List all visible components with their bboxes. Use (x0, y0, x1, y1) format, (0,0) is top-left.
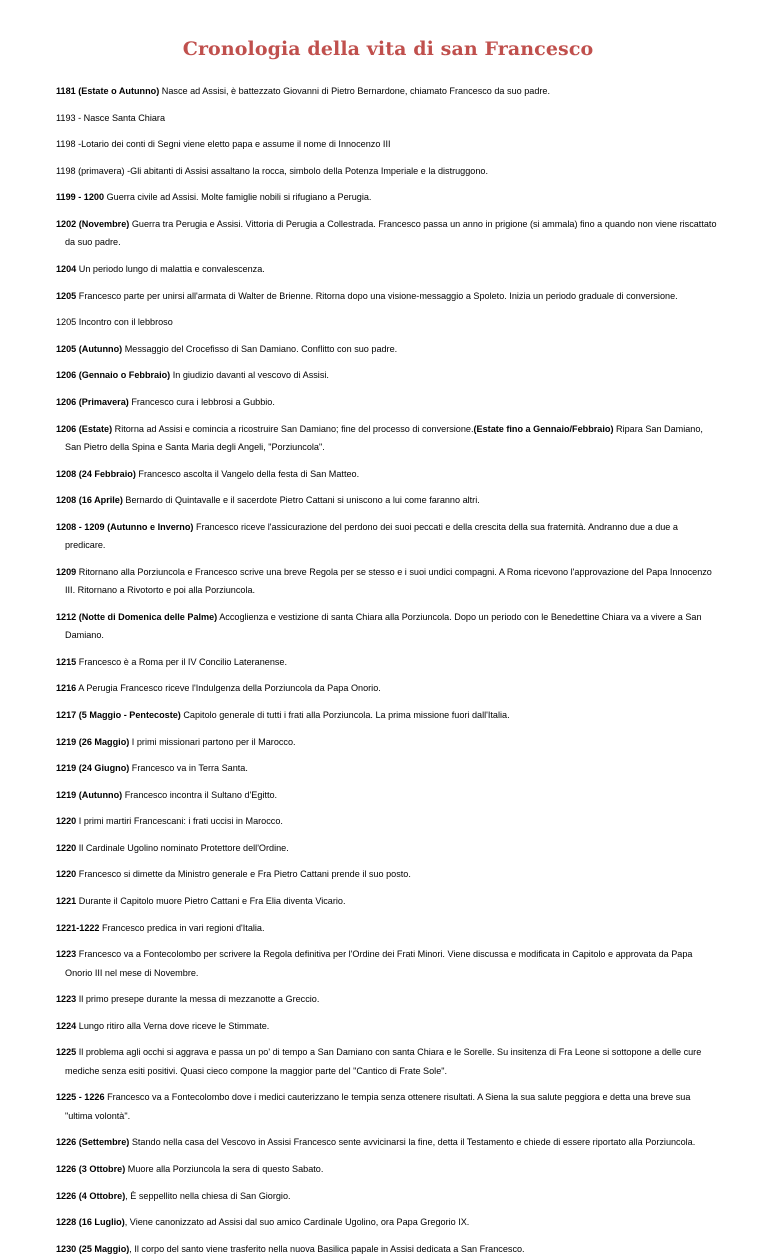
entry-text: 1198 (primavera) -Gli abitanti di Assisi assaltano la rocca, simbolo della Potenza Imperiale e la distruggono. (56, 165, 489, 176)
chronology-entry (56, 366, 720, 384)
chronology-entry (56, 1088, 720, 1125)
chronology-entry (56, 679, 720, 697)
entry-date: 1223 (56, 949, 77, 960)
entry-date: 1205 (56, 290, 77, 301)
entry-text: , Viene canonizzato ad Assisi dal suo amico Cardinale Ugolino, ora Papa Gregorio IX. (124, 1217, 470, 1228)
chronology-entry (56, 1043, 720, 1080)
entry-text: Francesco è a Roma per il IV Concilio Lateranense. (76, 656, 288, 667)
chronology-entry (56, 865, 720, 883)
entry-text: Muore alla Porziuncola la sera di questo Sabato. (125, 1164, 324, 1175)
entry-text: Francesco riceve l'assicurazione del perdono dei suoi peccati e della crescita della sua fraternità. Andranno due a due a predicare. (65, 521, 678, 551)
entry-text: Nasce ad Assisi, è battezzato Giovanni di Pietro Bernardone, chiamato Francesco da suo padre. (159, 86, 550, 96)
entry-text: 1198 -Lotario dei conti di Segni viene eletto papa e assume il nome di Innocenzo III (56, 139, 391, 150)
entry-text: Guerra tra Perugia e Assisi. Vittoria di Perugia a Collestrada. Francesco passa un anno in prigione (si ammala) fino a quando non viene riscattato da suo padre. (65, 218, 717, 248)
entry-date: 1204 (56, 263, 77, 274)
entry-text: Bernardo di Quintavalle e il sacerdote Pietro Cattani si uniscono a lui come faranno altri. (122, 495, 480, 506)
entry-date: 1206 (Estate) (56, 423, 113, 434)
entry-date: 1217 (5 Maggio - Pentecoste) (56, 709, 181, 720)
entry-date: (Estate fino a Gennaio/Febbraio) (473, 423, 614, 434)
entry-date: 1221 (56, 896, 77, 907)
entry-date: 1216 (56, 683, 77, 694)
chronology-entry (56, 812, 720, 830)
chronology-entry (56, 786, 720, 804)
chronology-entry (56, 491, 720, 509)
entry-text: A Perugia Francesco riceve l'Indulgenza della Porziuncola da Papa Onorio. (76, 683, 381, 694)
chronology-entry (56, 109, 720, 127)
entry-date: 1181 (Estate o Autunno) (56, 86, 160, 96)
entry-text: Il problema agli occhi si aggrava e passa un po' di tempo a San Damiano con santa Chiara e le Sorelle. Su insitenza di Fra Leone si sottopone a delle cure mediche senza esiti positivi. Quasi cieco compone la maggior parte del "Cantico di Frate Sole". (65, 1047, 702, 1076)
entry-text: Francesco ascolta il Vangelo della festa di San Matteo. (135, 468, 360, 479)
chronology-entry (56, 945, 720, 982)
entry-date: 1219 (Autunno) (56, 789, 123, 800)
entry-date: 1209 (56, 566, 77, 577)
chronology-list (56, 82, 720, 1258)
chronology-entry (56, 135, 720, 153)
entry-text: Francesco incontra il Sultano d'Egitto. (122, 789, 278, 800)
chronology-entry (56, 733, 720, 751)
chronology-entry (56, 82, 720, 100)
chronology-entry (56, 706, 720, 724)
entry-date: 1206 (Gennaio o Febbraio) (56, 370, 171, 381)
entry-text: In giudizio davanti al vescovo di Assisi. (170, 370, 329, 381)
entry-text: Francesco va a Fontecolombo per scrivere la Regola definitiva per l'Ordine dei Frati Minori. Viene discussa e modificata in Capitolo e approvata da Papa Onorio III nel mese di Novembre. (65, 949, 693, 978)
entry-text: 1205 Incontro con il lebbroso (56, 317, 173, 328)
chronology-entry (56, 287, 720, 305)
entry-date: 1212 (Notte di Domenica delle Palme) (56, 611, 218, 622)
chronology-entry (56, 188, 720, 206)
entry-date: 1206 (Primavera) (56, 396, 129, 407)
entry-text: Ritorna ad Assisi e comincia a ricostruire San Damiano; fine del processo di conversione. (112, 423, 474, 434)
chronology-entry (56, 260, 720, 278)
entry-date: 1220 (56, 842, 77, 853)
entry-text: Francesco si dimette da Ministro generale e Fra Pietro Cattani prende il suo posto. (76, 869, 411, 880)
entry-date: 1220 (56, 816, 77, 827)
entry-date: 1225 (56, 1047, 77, 1058)
entry-text: Lungo ritiro alla Verna dove riceve le Stimmate. (76, 1020, 270, 1031)
entry-text: Ritornano alla Porziuncola e Francesco scrive una breve Regola per se stesso e i suoi undici compagni. A Roma ricevono l'approvazione del Papa Innocenzo III. Ritornano a Rivotorto e poi alla Porziuncola. (65, 566, 712, 596)
chronology-entry (56, 420, 720, 457)
entry-text: , Il corpo del santo viene trasferito nella nuova Basilica papale in Assisi dedicata a San Francesco. (129, 1243, 525, 1254)
entry-text: Francesco va in Terra Santa. (129, 763, 248, 774)
entry-text: Il primo presepe durante la messa di mezzanotte a Greccio. (76, 994, 320, 1005)
document-title: Cronologia della vita di san Francesco (182, 38, 594, 60)
chronology-entry (56, 608, 720, 645)
chronology-entry (56, 1187, 720, 1205)
entry-text: Guerra civile ad Assisi. Molte famiglie nobili si rifugiano a Perugia. (104, 192, 372, 203)
entry-text: Ripara San Damiano, San Pietro della Spina e Santa Maria degli Angeli, "Porziuncola". (65, 423, 703, 452)
chronology-entry (56, 518, 720, 555)
entry-date: 1219 (26 Maggio) (56, 736, 130, 747)
entry-text: Stando nella casa del Vescovo in Assisi Francesco sente avvicinarsi la fine, detta il Testamento e chiede di essere riportato alla Porziuncola. (129, 1137, 696, 1148)
entry-date: 1219 (24 Giugno) (56, 763, 130, 774)
chronology-entry (56, 1160, 720, 1178)
entry-text: , È seppellito nella chiesa di San Giorgio. (125, 1190, 291, 1201)
entry-date: 1223 (56, 994, 77, 1005)
entry-date: 1228 (16 Luglio) (56, 1217, 125, 1228)
chronology-entry (56, 759, 720, 777)
entry-date: 1208 (16 Aprile) (56, 495, 123, 506)
chronology-entry (56, 919, 720, 937)
chronology-entry (56, 1133, 720, 1151)
entry-text: Capitolo generale di tutti i frati alla Porziuncola. La prima missione fuori dall'Italia. (180, 709, 510, 720)
entry-date: 1226 (Settembre) (56, 1137, 130, 1148)
entry-date: 1226 (3 Ottobre) (56, 1164, 126, 1175)
entry-date: 1208 (24 Febbraio) (56, 468, 136, 479)
entry-text: Un periodo lungo di malattia e convalescenza. (76, 263, 265, 274)
entry-text: Francesco cura i lebbrosi a Gubbio. (128, 396, 275, 407)
chronology-entry (56, 162, 720, 180)
entry-text: I primi missionari partono per il Marocco. (129, 736, 296, 747)
chronology-entry (56, 563, 720, 600)
entry-text: Il Cardinale Ugolino nominato Protettore dell'Ordine. (76, 842, 289, 853)
entry-date: 1208 - 1209 (Autunno e Inverno) (56, 521, 194, 532)
entry-date: 1215 (56, 656, 77, 667)
chronology-entry (56, 215, 720, 252)
chronology-entry (56, 892, 720, 910)
chronology-entry (56, 653, 720, 671)
entry-text: Francesco va a Fontecolombo dove i medici cauterizzano le tempia senza ottenere risultati. A Siena la sua salute peggiora e detta una breve sua "ultima volontà". (65, 1092, 691, 1121)
entry-date: 1202 (Novembre) (56, 218, 130, 229)
chronology-entry (56, 1240, 720, 1258)
entry-text: 1193 - Nasce Santa Chiara (56, 112, 166, 123)
chronology-entry (56, 393, 720, 411)
entry-date: 1225 - 1226 (56, 1092, 105, 1103)
entry-date: 1221-1222 (56, 922, 100, 933)
entry-text: Durante il Capitolo muore Pietro Cattani e Fra Elia diventa Vicario. (76, 896, 346, 907)
chronology-entry (56, 990, 720, 1008)
chronology-entry (56, 340, 720, 358)
chronology-entry (56, 839, 720, 857)
entry-date: 1199 - 1200 (56, 192, 105, 203)
entry-date: 1226 (4 Ottobre) (56, 1190, 126, 1201)
entry-date: 1220 (56, 869, 77, 880)
entry-text: Francesco parte per unirsi all'armata di Walter de Brienne. Ritorna dopo una visione-messaggio a Spoleto. Inizia un periodo graduale di conversione. (76, 290, 678, 301)
chronology-entry (56, 1017, 720, 1035)
entry-date: 1205 (Autunno) (56, 343, 123, 354)
entry-text: Accoglienza e vestizione di santa Chiara alla Porziuncola. Dopo un periodo con le Benedettine Chiara va a vivere a San Damiano. (65, 611, 702, 641)
chronology-entry (56, 313, 720, 331)
entry-text: Messaggio del Crocefisso di San Damiano. Conflitto con suo padre. (122, 343, 398, 354)
entry-date: 1230 (25 Maggio) (56, 1243, 130, 1254)
entry-text: I primi martiri Francescani: i frati uccisi in Marocco. (76, 816, 283, 827)
chronology-entry (56, 465, 720, 483)
chronology-entry (56, 1213, 720, 1231)
entry-text: Francesco predica in vari regioni d'Italia. (99, 922, 265, 933)
entry-date: 1224 (56, 1020, 77, 1031)
